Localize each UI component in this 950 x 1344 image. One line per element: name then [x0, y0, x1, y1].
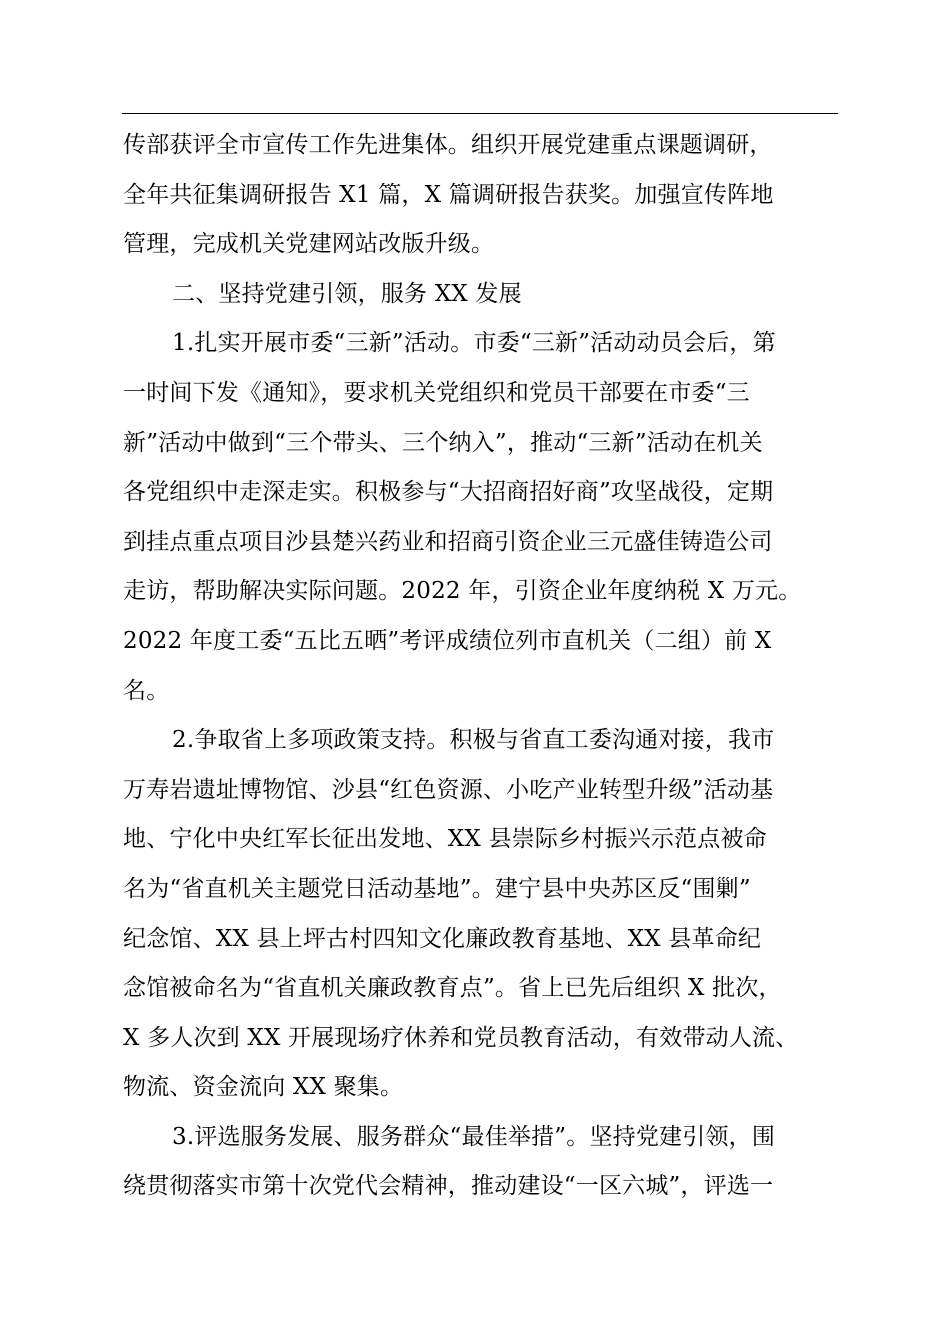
- body-line: 名为“省直机关主题党日活动基地”。建宁县中央苏区反“围剿”: [123, 875, 751, 902]
- paragraph-first-line: 2.争取省上多项政策支持。积极与省直工委沟通对接，我市: [172, 727, 775, 754]
- body-line: 名。: [123, 677, 170, 704]
- section-heading: 二、坚持党建引领，服务 XX 发展: [172, 280, 522, 307]
- body-line: 物流、资金流向 XX 聚集。: [123, 1074, 404, 1101]
- body-line: X 多人次到 XX 开展现场疗休养和党员教育活动，有效带动人流、: [123, 1024, 799, 1051]
- body-line: 绕贯彻落实市第十次党代会精神，推动建设“一区六城”，评选一: [123, 1173, 774, 1200]
- body-line: 各党组织中走深走实。积极参与“大招商招好商”攻坚战役，定期: [123, 479, 774, 506]
- body-line: 2022 年度工委“五比五晒”考评成绩位列市直机关（二组）前 X: [123, 627, 772, 654]
- paragraph-first-line: 1.扎实开展市委“三新”活动。市委“三新”活动动员会后，第: [172, 330, 776, 357]
- body-line: 走访，帮助解决实际问题。2022 年，引资企业年度纳税 X 万元。: [123, 578, 802, 605]
- body-line: 新”活动中做到“三个带头、三个纳入”，推动“三新”活动在机关: [123, 429, 763, 456]
- body-line: 一时间下发《通知》，要求机关党组织和党员干部要在市委“三: [123, 379, 750, 406]
- paragraph-first-line: 3.评选服务发展、服务群众“最佳举措”。坚持党建引领，围: [172, 1123, 776, 1150]
- body-line: 到挂点重点项目沙县楚兴药业和招商引资企业三元盛佳铸造公司: [123, 528, 773, 555]
- body-line: 纪念馆、XX 县上坪古村四知文化廉政教育基地、XX 县革命纪: [123, 925, 762, 952]
- header-rule: [122, 113, 838, 114]
- body-line: 管理，完成机关党建网站改版升级。: [123, 231, 495, 258]
- body-line: 全年共征集调研报告 X1 篇，X 篇调研报告获奖。加强宣传阵地: [123, 181, 774, 208]
- body-line: 念馆被命名为“省直机关廉政教育点”。省上已先后组织 X 批次，: [123, 975, 782, 1002]
- body-line: 万寿岩遗址博物馆、沙县“红色资源、小吃产业转型升级”活动基: [123, 776, 774, 803]
- body-line: 传部获评全市宣传工作先进集体。组织开展党建重点课题调研，: [123, 132, 773, 158]
- body-line: 地、宁化中央红军长征出发地、XX 县崇际乡村振兴示范点被命: [123, 826, 767, 853]
- document-body: [123, 121, 839, 1212]
